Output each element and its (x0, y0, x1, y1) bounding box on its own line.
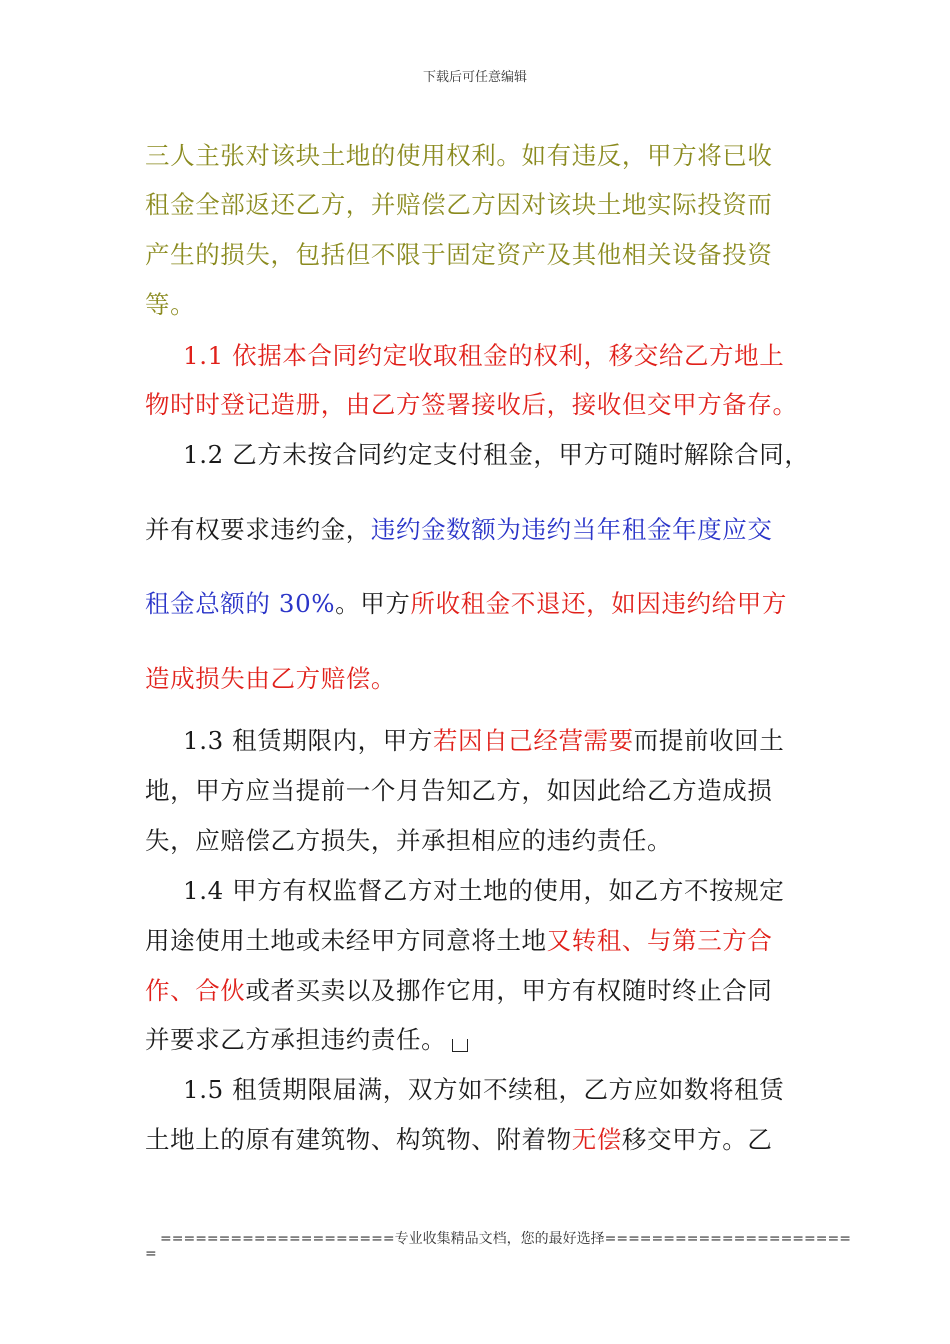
clause-1-5-line (145, 1121, 773, 1156)
paragraph-line: 租金全部返还乙方，并赔偿乙方因对该块土地实际投资而 (145, 190, 773, 219)
clause-text: 并要求乙方承担违约责任。 (145, 1025, 447, 1054)
clause-text: 1.3 租赁期限内，甲方 (183, 726, 433, 755)
clause-text: 或者买卖以及挪作它用，甲方有权随时终止合同 (245, 976, 773, 1005)
clause-1-3-line: 地，甲方应当提前一个月告知乙方，如因此给乙方造成损 (145, 776, 773, 805)
clause-text: 并有权要求违约金， (145, 515, 371, 544)
clause-text-highlight: 作、合伙 (145, 976, 246, 1005)
clause-1-3-line: 失，应赔偿乙方损失，并承担相应的违约责任。 (145, 826, 673, 855)
clause-text: 用途使用土地或未经甲方同意将土地 (145, 926, 547, 955)
clause-text: 而提前收回土 (633, 726, 785, 755)
paragraph-line: 产生的损失，包括但不限于固定资产及其他相关设备投资 (145, 240, 773, 269)
paragraph-line: 等。 (145, 290, 196, 319)
page-footer: ====================专业收集精品文档，您的最好选择===================== (160, 1231, 851, 1247)
clause-1-4-line (145, 1021, 468, 1056)
clause-1-4-line (145, 922, 773, 957)
clause-1-2-line: 1.2 乙方未按合同约定支付租金，甲方可随时解除合同， (183, 440, 810, 469)
return-mark-icon (452, 1039, 468, 1052)
clause-1-4-line: 1.4 甲方有权监督乙方对土地的使用，如乙方不按规定 (183, 876, 785, 905)
clause-text: 。甲方 (335, 589, 411, 618)
clause-1-4-line (145, 972, 773, 1007)
clause-text: 土地上的原有建筑物、构筑物、附着物 (145, 1125, 572, 1154)
paragraph-line: 三人主张对该块土地的使用权利。如有违反，甲方将已收 (145, 141, 773, 170)
clause-text-highlight: 若因自己经营需要 (432, 726, 634, 755)
page-header: 下载后可任意编辑 (422, 70, 527, 85)
clause-1-5-line: 1.5 租赁期限届满，双方如不续租，乙方应如数将租赁 (183, 1075, 785, 1104)
clause-1-2-line: 造成损失由乙方赔偿。 (145, 664, 396, 693)
clause-1-2-line (145, 511, 773, 546)
clause-1-2-line (145, 585, 787, 620)
page-footer-continuation: = (145, 1246, 157, 1262)
clause-text-highlight: 所收租金不退还，如因违约给甲方 (410, 589, 787, 618)
clause-text-highlight: 租金总额的 30% (145, 589, 336, 618)
clause-text-highlight: 违约金数额为违约当年租金年度应交 (370, 515, 773, 544)
clause-text: 移交甲方。乙 (621, 1125, 773, 1154)
clause-1-3-line (183, 722, 784, 757)
clause-1-1-line: 物时时登记造册，由乙方签署接收后，接收但交甲方备存。 (145, 390, 798, 419)
clause-text-highlight: 又转租、与第三方合 (546, 926, 773, 955)
clause-text-highlight: 无偿 (571, 1125, 622, 1154)
clause-1-1-line: 1.1 依据本合同约定收取租金的权利，移交给乙方地上 (183, 341, 785, 370)
